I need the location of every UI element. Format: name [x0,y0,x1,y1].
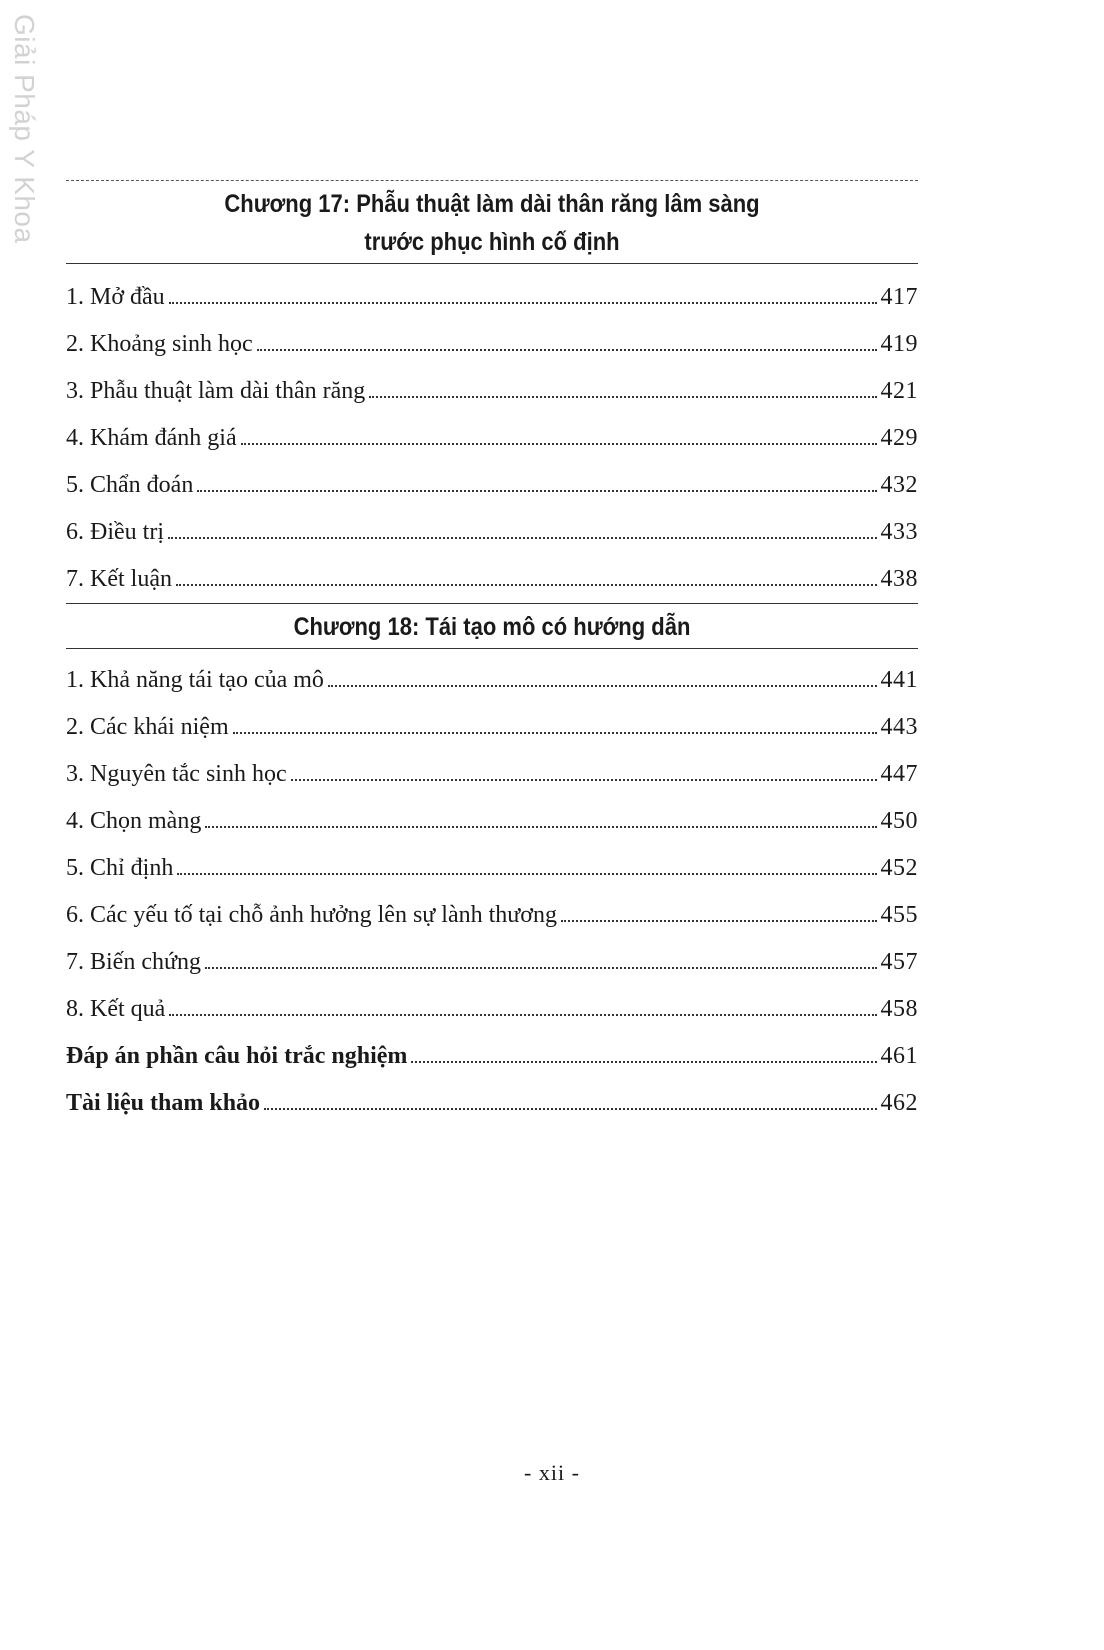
table-of-contents [66,180,918,1127]
chapter-18-entries [66,649,918,1127]
toc-entry-page: 443 [880,714,918,740]
toc-entry[interactable] [66,751,918,798]
chapter-17-heading-line1: Chương 17: Phẫu thuật làm dài thân răng lâm sàng [224,190,760,218]
toc-entry-label: 1. Mở đầu [66,284,165,310]
toc-entry-page: 433 [880,519,918,545]
toc-entry[interactable] [66,657,918,704]
toc-entry-label: 4. Khám đánh giá [66,425,237,451]
toc-entry[interactable] [66,939,918,986]
toc-entry-label: 2. Các khái niệm [66,714,229,740]
toc-entry-label: 8. Kết quả [66,996,166,1022]
dot-leader [169,1014,876,1016]
dot-leader [257,349,877,351]
toc-entry-label: 6. Điều trị [66,519,164,545]
toc-entry-label: 7. Biến chứng [66,949,201,975]
toc-entry-label: 5. Chỉ định [66,855,174,881]
toc-entry-page: 429 [880,425,918,451]
dot-leader [205,826,876,828]
toc-entry-label: 2. Khoảng sinh học [66,331,253,357]
toc-entry-page: 457 [880,949,918,975]
dot-leader [369,396,876,398]
dot-leader [241,443,877,445]
toc-entry[interactable] [66,321,918,368]
toc-entry-label: 5. Chẩn đoán [66,472,194,498]
dot-leader [205,967,877,969]
toc-entry[interactable] [66,368,918,415]
toc-entry-page: 417 [880,284,918,310]
dot-leader [328,685,877,687]
toc-entry[interactable] [66,704,918,751]
toc-entry-page: 432 [880,472,918,498]
toc-entry[interactable] [66,462,918,509]
page-number: - xii - [524,1460,580,1485]
toc-entry[interactable] [66,845,918,892]
toc-entry-page: 461 [880,1043,918,1069]
toc-entry-page: 438 [880,566,918,592]
toc-entry-label: 7. Kết luận [66,566,172,592]
dot-leader [168,537,877,539]
toc-entry-label: 4. Chọn màng [66,808,202,834]
chapter-18-heading: Chương 18: Tái tạo mô có hướng dẫn [293,613,691,641]
toc-entry-label: 6. Các yếu tố tại chỗ ảnh hưởng lên sự lành thương [66,902,557,928]
watermark-text: Giải Pháp Y Khoa [9,14,40,244]
dot-leader [411,1061,876,1063]
toc-entry-page: 462 [880,1090,918,1116]
dot-leader [233,732,877,734]
toc-entry-label: 1. Khả năng tái tạo của mô [66,667,324,693]
dot-leader [177,873,876,875]
chapter-17-heading [117,181,867,263]
toc-entry-page: 450 [880,808,918,834]
toc-entry-answers[interactable] [66,1033,918,1080]
toc-entry[interactable] [66,798,918,845]
toc-entry-page: 419 [880,331,918,357]
dot-leader [197,490,876,492]
dot-leader [169,302,877,304]
dot-leader [176,584,877,586]
toc-entry[interactable] [66,986,918,1033]
toc-entry-page: 452 [880,855,918,881]
toc-entry-label: Đáp án phần câu hỏi trắc nghiệm [66,1043,408,1069]
dot-leader [561,920,877,922]
toc-entry-page: 447 [880,761,918,787]
toc-entry[interactable] [66,415,918,462]
chapter-17-heading-line2: trước phục hình cố định [364,228,620,256]
toc-entry-page: 458 [880,996,918,1022]
toc-entry[interactable] [66,892,918,939]
toc-entry[interactable] [66,509,918,556]
toc-entry[interactable] [66,556,918,603]
dot-leader [264,1108,876,1110]
toc-entry-label: 3. Phẫu thuật làm dài thân răng [66,378,366,404]
toc-entry-page: 421 [880,378,918,404]
toc-entry-label: Tài liệu tham khảo [66,1090,261,1116]
toc-entry[interactable] [66,274,918,321]
dot-leader [291,779,877,781]
toc-entry-label: 3. Nguyên tắc sinh học [66,761,287,787]
toc-entry-page: 441 [880,667,918,693]
chapter-17-entries [66,264,918,603]
toc-entry-page: 455 [880,902,918,928]
toc-entry-references[interactable] [66,1080,918,1127]
